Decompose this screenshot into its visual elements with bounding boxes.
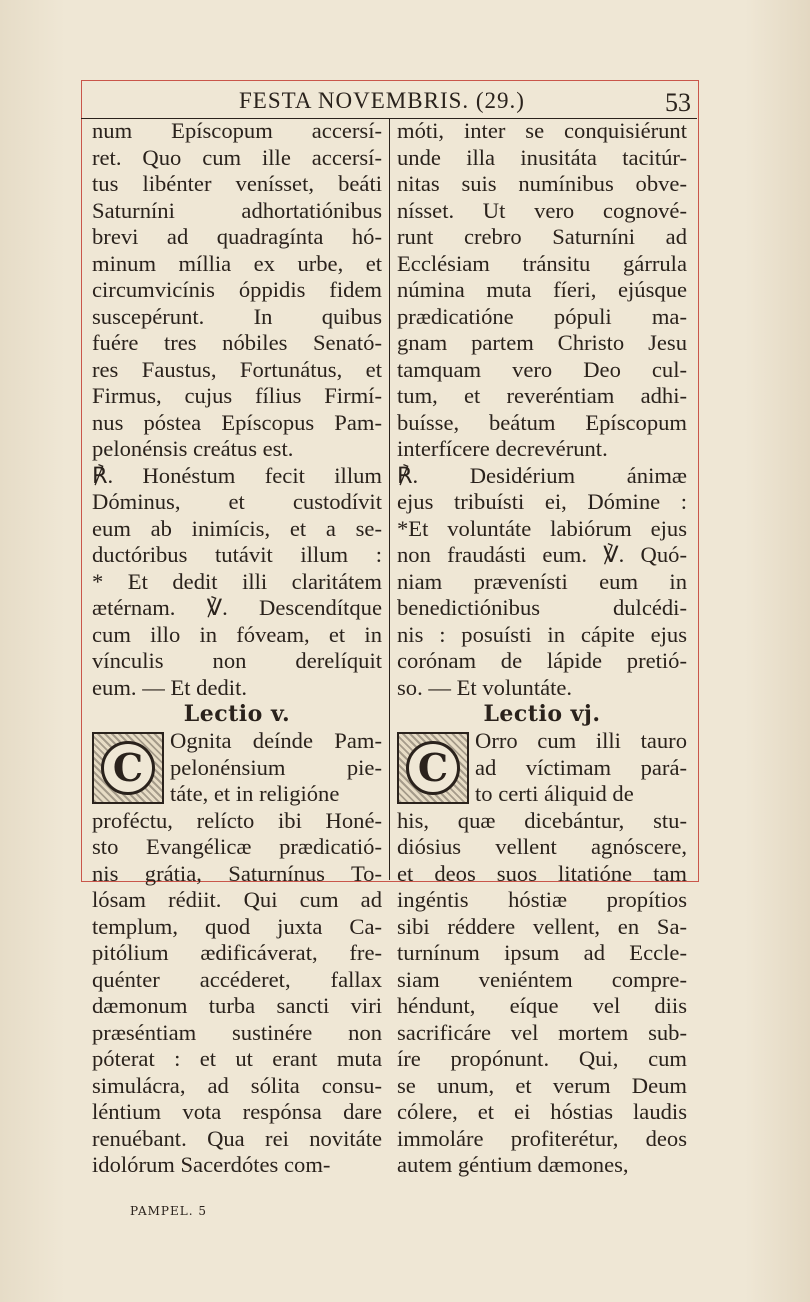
text-line: ductóribus tutávit illum : — [92, 542, 382, 567]
text-line: nis : posuísti in cápite ejus — [397, 621, 687, 647]
text-line: Firmus, cujus fílius Firmí- — [92, 383, 382, 408]
text-line: non fraudásti eum. ℣. Quó- — [397, 542, 687, 567]
left-initial-lines — [170, 728, 382, 808]
text-line: proféctu, relícto ibi Honé- — [92, 807, 382, 833]
right-lectio-title: Lectio vj. — [483, 701, 601, 727]
text-line: Orro cum illi tauro — [475, 728, 687, 753]
column-divider — [389, 118, 390, 880]
printer-signature: PAMPEL. 5 — [130, 1204, 207, 1218]
text-line: unde illa inusitáta tacitúr- — [397, 144, 687, 170]
text-line: idolórum Sacerdótes com- — [92, 1152, 331, 1177]
header-title: FESTA NOVEMBRIS. (29.) — [239, 88, 525, 113]
text-line: quénter accéderet, fallax — [92, 966, 382, 992]
running-header — [81, 88, 697, 118]
text-line: runt crebro Saturníni ad — [397, 224, 687, 249]
text-line: eum ab inimícis, et a se- — [92, 515, 382, 541]
text-line: *Et voluntáte labiórum ejus — [397, 515, 687, 541]
text-line: ætérnam. ℣. Descendítque — [92, 595, 382, 620]
text-line: ret. Quo cum ille accersí- — [92, 144, 382, 170]
text-line: ℟. Desidérium ánimæ — [397, 462, 687, 488]
text-line: siam veniéntem compre- — [397, 966, 687, 992]
text-line: buísse, beátum Epíscopum — [397, 409, 687, 435]
text-line: * Et dedit illi claritátem — [92, 568, 382, 594]
text-line: suscepérunt. In quibus — [92, 303, 382, 329]
text-line: interfícere decrevérunt. — [397, 436, 608, 461]
decorated-initial-icon — [397, 732, 469, 804]
right-column — [397, 118, 687, 1179]
text-line: Dóminus, et custodívit — [92, 489, 382, 514]
text-line: ingéntis hóstiæ propítios — [397, 887, 687, 912]
text-line: gnam partem Christo Jesu — [397, 330, 687, 355]
text-line: se unum, et verum Deum — [397, 1072, 687, 1098]
decorated-initial-icon — [92, 732, 164, 804]
initial-letter: C — [406, 741, 460, 795]
text-line: num Epíscopum accersí- — [92, 118, 382, 143]
text-line: et deos suos litatióne tam — [397, 860, 687, 886]
left-para-1 — [92, 118, 382, 463]
text-line: nus póstea Epíscopus Pam- — [92, 409, 382, 435]
text-line: pitólium ædificáverat, fre- — [92, 940, 382, 965]
text-line: móti, inter se conquisiérunt — [397, 118, 687, 143]
text-line: ad víctimam pará- — [475, 754, 687, 780]
text-line: Ognita deínde Pam- — [170, 728, 382, 753]
text-line: cólere, et ei hóstias laudis — [397, 1099, 687, 1124]
text-line: renuébant. Qua rei novitáte — [92, 1125, 382, 1151]
text-line: templum, quod juxta Ca- — [92, 913, 382, 939]
text-line: Ecclésiam tránsitu gárrula — [397, 250, 687, 276]
text-line: tus libénter venísset, beáti — [92, 171, 382, 196]
left-responsory — [92, 463, 382, 702]
text-line: nísset. Ut vero cognové- — [397, 197, 687, 223]
text-line: vínculis non derelíquit — [92, 648, 382, 673]
text-line: póterat : et ut erant muta — [92, 1046, 382, 1071]
text-line: númina muta fíeri, ejúsque — [397, 277, 687, 302]
text-line: eum. — Et dedit. — [92, 674, 247, 700]
text-line: tum, et reveréntiam adhi- — [397, 383, 687, 408]
text-line: tamquam vero Deo cul- — [397, 356, 687, 382]
text-line: minum míllia ex urbe, et — [92, 250, 382, 276]
text-line: ejus tribuísti ei, Dómine : — [397, 489, 687, 514]
text-line: léntium vota respónsa dare — [92, 1099, 382, 1124]
text-line: nis grátia, Saturnínus To- — [92, 860, 382, 886]
text-line: ℟. Honéstum fecit illum — [92, 462, 382, 488]
text-line: autem géntium dæmones, — [397, 1152, 629, 1177]
text-line: fuére tres nóbiles Senató- — [92, 330, 382, 355]
right-initial-lines — [475, 728, 687, 808]
left-para-2 — [92, 808, 382, 1179]
page-number: 53 — [665, 88, 691, 117]
initial-letter: C — [101, 741, 155, 795]
text-line: res Faustus, Fortunátus, et — [92, 356, 382, 382]
text-line: immoláre profiterétur, deos — [397, 1125, 687, 1151]
text-line: præséntiam sustinére non — [92, 1019, 382, 1045]
text-line: circumvicínis óppidis fidem — [92, 277, 382, 302]
text-line: sibi réddere vellent, en Sa- — [397, 913, 687, 939]
text-line: pelonénsis creátus est. — [92, 436, 294, 461]
left-lectio-title: Lectio v. — [183, 701, 291, 727]
text-line: sto Evangélicæ prædicatió- — [92, 834, 382, 859]
text-line: benedictiónibus dulcédi- — [397, 595, 687, 620]
text-line: táte, et in religióne — [170, 781, 340, 806]
right-para-1 — [397, 118, 687, 463]
text-line: turnínum ipsum ad Eccle- — [397, 940, 687, 965]
text-line: nitas suis numínibus obve- — [397, 171, 687, 196]
text-line: héndunt, eíque vel diis — [397, 993, 687, 1018]
right-para-2 — [397, 808, 687, 1179]
text-line: sacrificáre vel mortem sub- — [397, 1019, 687, 1045]
left-column — [92, 118, 382, 1179]
text-line: íre propónunt. Qui, cum — [397, 1046, 687, 1071]
text-line: pelonénsium pie- — [170, 754, 382, 780]
text-line: so. — Et voluntáte. — [397, 674, 573, 700]
text-line: cum illo in fóveam, et in — [92, 621, 382, 647]
left-initial-block — [92, 728, 382, 808]
text-line: corónam de lápide pretió- — [397, 648, 687, 673]
text-line: diósius vellent agnóscere, — [397, 834, 687, 859]
text-line: Saturníni adhortatiónibus — [92, 197, 382, 223]
text-line: lósam rédiit. Qui cum ad — [92, 887, 382, 912]
right-initial-block — [397, 728, 687, 808]
right-responsory — [397, 463, 687, 702]
text-line: prædicatióne pópuli ma- — [397, 303, 687, 329]
text-line: his, quæ dicebántur, stu- — [397, 807, 687, 833]
text-line: brevi ad quadragínta hó- — [92, 224, 382, 249]
text-line: simulácra, ad sólita consu- — [92, 1072, 382, 1098]
text-line: niam prævenísti eum in — [397, 568, 687, 594]
text-line: to certi áliquid de — [475, 781, 634, 806]
text-line: dæmonum turba sancti viri — [92, 993, 382, 1018]
